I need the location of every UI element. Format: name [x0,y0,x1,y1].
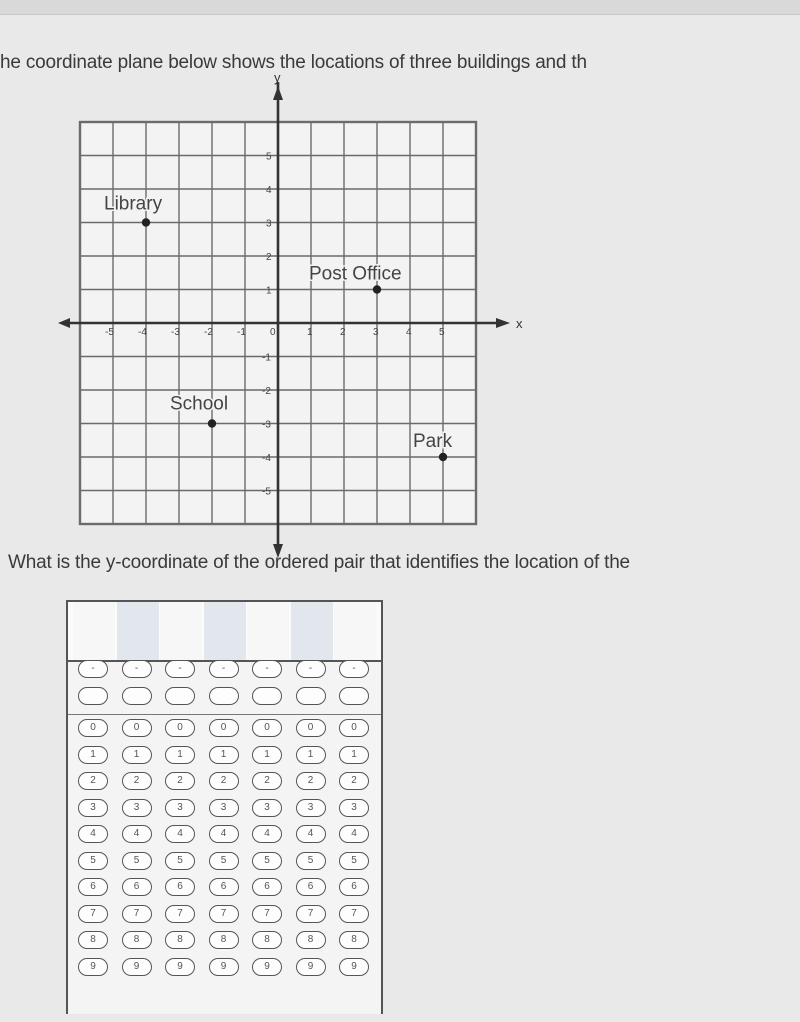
x-tick-label: 0 [270,327,276,338]
bubble-column [291,662,333,1022]
x-tick-label: -1 [237,327,246,338]
point-label: Library [104,193,163,215]
point-school [208,419,216,427]
y-tick-label: 3 [266,218,272,230]
answer-bubble[interactable]: - [209,660,239,678]
answer-entry-box[interactable] [160,602,202,660]
answer-bubble[interactable]: 2 [339,772,369,790]
x-tick-label: -4 [138,327,147,338]
answer-bubble[interactable]: 9 [339,958,369,976]
answer-bubble[interactable]: 0 [165,719,195,737]
answer-bubble[interactable]: 7 [209,905,239,923]
answer-bubble[interactable]: 5 [339,852,369,870]
x-axis-arrow-left [58,318,70,328]
answer-bubble[interactable]: 3 [122,799,152,817]
answer-bubble[interactable]: 7 [296,905,326,923]
answer-bubble[interactable]: 8 [296,931,326,949]
bubble-column [204,662,246,1022]
answer-bubble[interactable]: 6 [209,878,239,896]
answer-bubble[interactable]: 5 [78,852,108,870]
answer-bubble[interactable]: 8 [339,931,369,949]
y-tick-label: -1 [262,352,271,364]
answer-bubble[interactable]: 4 [209,825,239,843]
answer-bubble[interactable]: 1 [122,746,152,764]
x-tick-label: 5 [439,327,445,338]
answer-entry-box[interactable] [117,602,159,660]
answer-bubble[interactable] [296,687,326,705]
answer-bubble[interactable]: 6 [296,878,326,896]
bubble-divider [68,714,381,715]
answer-bubble[interactable]: 4 [339,825,369,843]
answer-bubble[interactable]: 1 [209,746,239,764]
answer-bubble[interactable] [252,687,282,705]
answer-bubble[interactable]: 7 [165,905,195,923]
x-tick-label: -3 [171,327,180,338]
bubble-column [73,662,115,1022]
answer-bubble[interactable]: 4 [252,825,282,843]
answer-bubble[interactable]: 9 [78,958,108,976]
answer-bubble[interactable]: 5 [165,852,195,870]
answer-bubble[interactable]: 3 [252,799,282,817]
y-axis-label: y [274,70,281,85]
answer-bubble[interactable]: 5 [296,852,326,870]
y-tick-label: -4 [262,453,271,464]
y-tick-label: 5 [266,151,272,163]
answer-bubble[interactable]: 3 [339,799,369,817]
answer-bubble[interactable]: 0 [122,719,152,737]
answer-bubble[interactable] [122,687,152,705]
point-post-office [373,285,381,293]
x-axis-label: x [516,316,523,331]
x-tick-label: 2 [340,327,346,338]
answer-bubble[interactable]: 6 [339,878,369,896]
answer-bubble[interactable]: 6 [165,878,195,896]
answer-bubble[interactable]: 6 [78,878,108,896]
answer-bubble[interactable]: 7 [78,905,108,923]
answer-bubble[interactable]: - [165,660,195,678]
answer-bubble[interactable]: 0 [296,719,326,737]
answer-bubble[interactable]: 2 [165,772,195,790]
answer-bubble[interactable]: 7 [252,905,282,923]
point-park [439,453,447,461]
answer-bubble[interactable]: 2 [252,772,282,790]
answer-bubble[interactable]: 8 [252,931,282,949]
answer-bubble[interactable]: 7 [122,905,152,923]
answer-bubble[interactable]: 1 [252,746,282,764]
grid-in-answer-sheet [66,600,383,1014]
x-tick-label: 1 [307,327,313,338]
y-tick-label: -2 [262,386,271,397]
top-bar [0,0,800,15]
bubble-column [160,662,202,1022]
bubble-column [334,662,376,1022]
answer-bubble[interactable] [209,687,239,705]
answer-bubble[interactable]: 7 [339,905,369,923]
question-prompt-text: What is the y-coordinate of the ordered pair that identifies the location of the [8,552,630,573]
answer-bubble[interactable]: 2 [122,772,152,790]
answer-entry-box[interactable] [247,602,289,660]
answer-entry-row [68,602,381,662]
question-intro-text: he coordinate plane below shows the locations of three buildings and th [0,52,587,73]
x-tick-label: -5 [105,327,114,338]
answer-bubble[interactable]: 3 [78,799,108,817]
x-tick-label: -2 [204,327,213,338]
y-tick-label: -3 [262,419,271,431]
answer-bubble[interactable]: - [339,660,369,678]
answer-bubble[interactable]: 0 [252,719,282,737]
answer-bubble[interactable]: 3 [296,799,326,817]
answer-bubble[interactable]: 8 [122,931,152,949]
answer-bubble[interactable]: 4 [165,825,195,843]
answer-entry-box[interactable] [291,602,333,660]
answer-bubble[interactable]: 5 [209,852,239,870]
x-axis-arrow [496,318,510,328]
x-tick-label: 4 [406,327,412,338]
answer-bubble[interactable]: 8 [165,931,195,949]
y-tick-label: 4 [266,185,272,196]
answer-bubble[interactable]: 1 [296,746,326,764]
answer-bubble[interactable] [78,687,108,705]
answer-bubble[interactable]: 8 [209,931,239,949]
point-label: Park [413,431,453,452]
answer-bubble[interactable]: 2 [209,772,239,790]
answer-bubble[interactable]: 1 [339,746,369,764]
point-label: School [170,393,229,415]
answer-bubble[interactable]: 0 [78,719,108,737]
answer-bubble[interactable]: 2 [296,772,326,790]
answer-entry-box[interactable] [334,602,376,660]
answer-bubble[interactable]: 9 [165,958,195,976]
answer-bubble[interactable]: - [296,660,326,678]
answer-bubble[interactable]: 1 [165,746,195,764]
answer-bubble[interactable]: - [122,660,152,678]
answer-bubble[interactable]: 5 [122,852,152,870]
answer-bubble[interactable]: 3 [209,799,239,817]
answer-bubble[interactable]: 9 [252,958,282,976]
y-tick-label: -5 [262,486,271,498]
answer-bubble[interactable]: 5 [252,852,282,870]
coordinate-plane-svg [60,70,523,530]
bubble-column [117,662,159,1022]
answer-bubble[interactable]: 6 [252,878,282,896]
answer-bubble[interactable]: 8 [78,931,108,949]
answer-bubble[interactable]: - [78,660,108,678]
answer-bubble[interactable]: 1 [78,746,108,764]
point-label: Post Office [309,263,402,285]
answer-bubble[interactable] [165,687,195,705]
answer-bubble[interactable]: 9 [209,958,239,976]
answer-bubble[interactable]: 6 [122,878,152,896]
bubble-column [247,662,289,1022]
answer-bubble[interactable]: 9 [296,958,326,976]
answer-entry-box[interactable] [73,602,115,660]
answer-bubble[interactable]: 0 [209,719,239,737]
answer-bubble[interactable]: 4 [122,825,152,843]
answer-bubble[interactable]: 4 [78,825,108,843]
answer-bubble[interactable] [339,687,369,705]
y-tick-label: 2 [266,252,272,263]
coordinate-plane [60,70,523,530]
answer-bubble[interactable]: 3 [165,799,195,817]
y-axis-arrow [273,86,283,100]
answer-entry-box[interactable] [204,602,246,660]
point-library [142,218,150,226]
answer-bubble[interactable]: 0 [339,719,369,737]
answer-bubble[interactable]: 9 [122,958,152,976]
answer-bubble[interactable]: 4 [296,825,326,843]
answer-bubble[interactable]: 2 [78,772,108,790]
answer-bubble[interactable]: - [252,660,282,678]
x-tick-label: 3 [373,327,379,338]
y-tick-label: 1 [266,285,272,297]
